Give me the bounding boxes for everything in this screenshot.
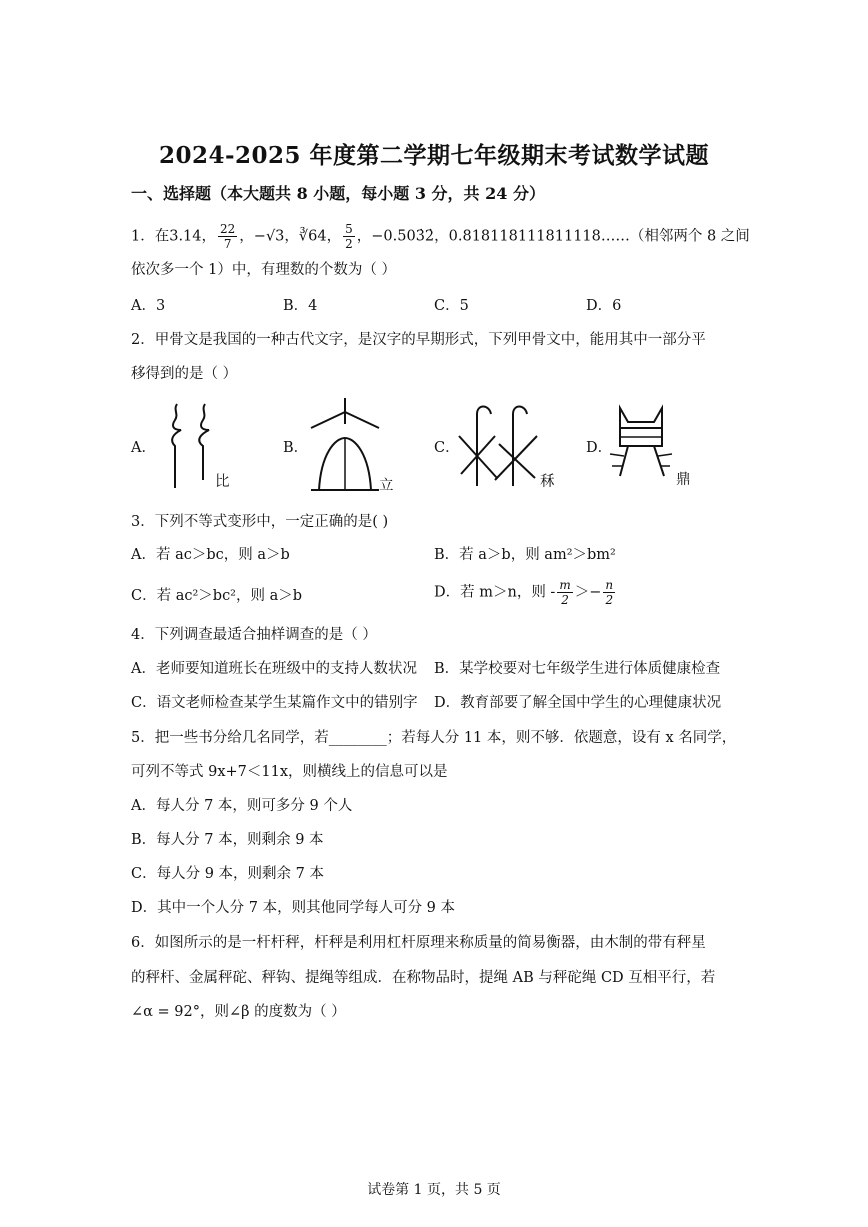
q1-line1: 1．在3.14， $\frac{22}{7}$ ，−√3，∛64， $\frac{5}{2}$ ，−0.503̇2̇，0.818118111811118……（相邻两个 8 之间 <box>131 222 750 251</box>
q4-option-b[interactable]: B．某学校要对七年级学生进行体质健康检查 <box>434 661 721 677</box>
oracle-char-li2-figure <box>455 400 541 490</box>
q3-option-b[interactable]: B．若 a＞b，则 am²＞bm² <box>434 547 616 563</box>
q1-option-d[interactable]: D．6 <box>586 298 622 314</box>
q2-option-a[interactable]: A． <box>131 440 156 456</box>
q5-line2: 可列不等式 9x+7＜11x，则横线上的信息可以是 <box>131 764 448 780</box>
page-title: 2024-2025 年度第二学期七年级期末考试数学试题 <box>158 142 710 169</box>
q1-neg-sqrt3: −√3 <box>253 228 285 245</box>
q3-option-a[interactable]: A．若 ac＞bc，则 a＞b <box>131 547 290 563</box>
q2-char-li-grain: 秝 <box>540 474 555 490</box>
q6-line1: 6．如图所示的是一杆杆秤，杆秤是利用杠杆原理来称质量的简易衡器，由木制的带有秤星 <box>131 935 706 951</box>
q1-prefix: 1．在3.14， <box>131 228 217 245</box>
q1-rest: ，−0.503̇2̇，0.818118111811118……（相邻两个 8 之间 <box>356 228 750 245</box>
q3-frac-m-2: $\frac{m}{2}$ <box>559 578 571 607</box>
q4-line1: 4．下列调查最适合抽样调查的是（ ） <box>131 627 377 643</box>
q2-char-bi: 比 <box>215 474 230 490</box>
page-footer: 试卷第 1 页，共 5 页 <box>367 1182 501 1198</box>
q1-frac-22-7: $\frac{22}{7}$ <box>220 222 236 251</box>
q1-line2: 依次多一个 1）中，有理数的个数为（ ） <box>131 262 396 278</box>
oracle-char-ding-figure <box>606 404 676 482</box>
q5-line1: 5．把一些书分给几名同学，若________；若每人分 11 本，则不够．依题意，设有 x 名同学， <box>131 730 737 746</box>
q3-option-d[interactable]: D．若 m＞n，则 - $\frac{m}{2}$ ＞− $\frac{n}{2}$ <box>434 578 614 607</box>
oracle-char-li-figure <box>305 396 385 494</box>
q3-option-c[interactable]: C．若 ac²＞bc²，则 a＞b <box>131 588 303 604</box>
q5-option-c[interactable]: C．每人分 9 本，则剩余 7 本 <box>131 866 324 882</box>
q1-option-a[interactable]: A．3 <box>131 298 166 314</box>
q2-option-d[interactable]: D． <box>586 440 613 456</box>
q2-char-li: 立 <box>379 478 394 494</box>
q1-option-c[interactable]: C．5 <box>434 298 469 314</box>
q3-line1: 3．下列不等式变形中，一定正确的是( ) <box>131 514 389 530</box>
q2-line1: 2．甲骨文是我国的一种古代文字，是汉字的早期形式，下列甲骨文中，能用其中一部分平 <box>131 332 706 348</box>
q5-option-a[interactable]: A．每人分 7 本，则可多分 9 个人 <box>131 798 353 814</box>
q1-cbrt64: ∛64 <box>298 228 327 245</box>
q5-option-b[interactable]: B．每人分 7 本，则剩余 9 本 <box>131 832 324 848</box>
q4-option-c[interactable]: C．语文老师检查某学生某篇作文中的错别字 <box>131 695 418 711</box>
q2-option-c[interactable]: C． <box>434 440 460 456</box>
q1-frac-5-2: $\frac{5}{2}$ <box>345 222 353 251</box>
q2-option-b[interactable]: B． <box>283 440 309 456</box>
q6-line3: ∠α = 92°，则∠β 的度数为（ ） <box>131 1004 346 1020</box>
q2-char-ding: 鼎 <box>676 472 691 488</box>
q4-option-d[interactable]: D．教育部要了解全国中学生的心理健康状况 <box>434 695 722 711</box>
q4-option-a[interactable]: A．老师要知道班长在班级中的支持人数状况 <box>131 661 417 677</box>
q2-line2: 移得到的是（ ） <box>131 366 238 382</box>
section-heading: 一、选择题（本大题共 8 小题，每小题 3 分，共 24 分） <box>131 184 545 203</box>
q3-frac-n-2: $\frac{n}{2}$ <box>605 578 614 607</box>
q5-option-d[interactable]: D．其中一个人分 7 本，则其他同学每人可分 9 本 <box>131 900 456 916</box>
q1-option-b[interactable]: B．4 <box>283 298 318 314</box>
q6-line2: 的秤杆、金属秤砣、秤钩、提绳等组成．在称物品时，提绳 AB 与秤砣绳 CD 互相平行，若 <box>131 970 716 986</box>
